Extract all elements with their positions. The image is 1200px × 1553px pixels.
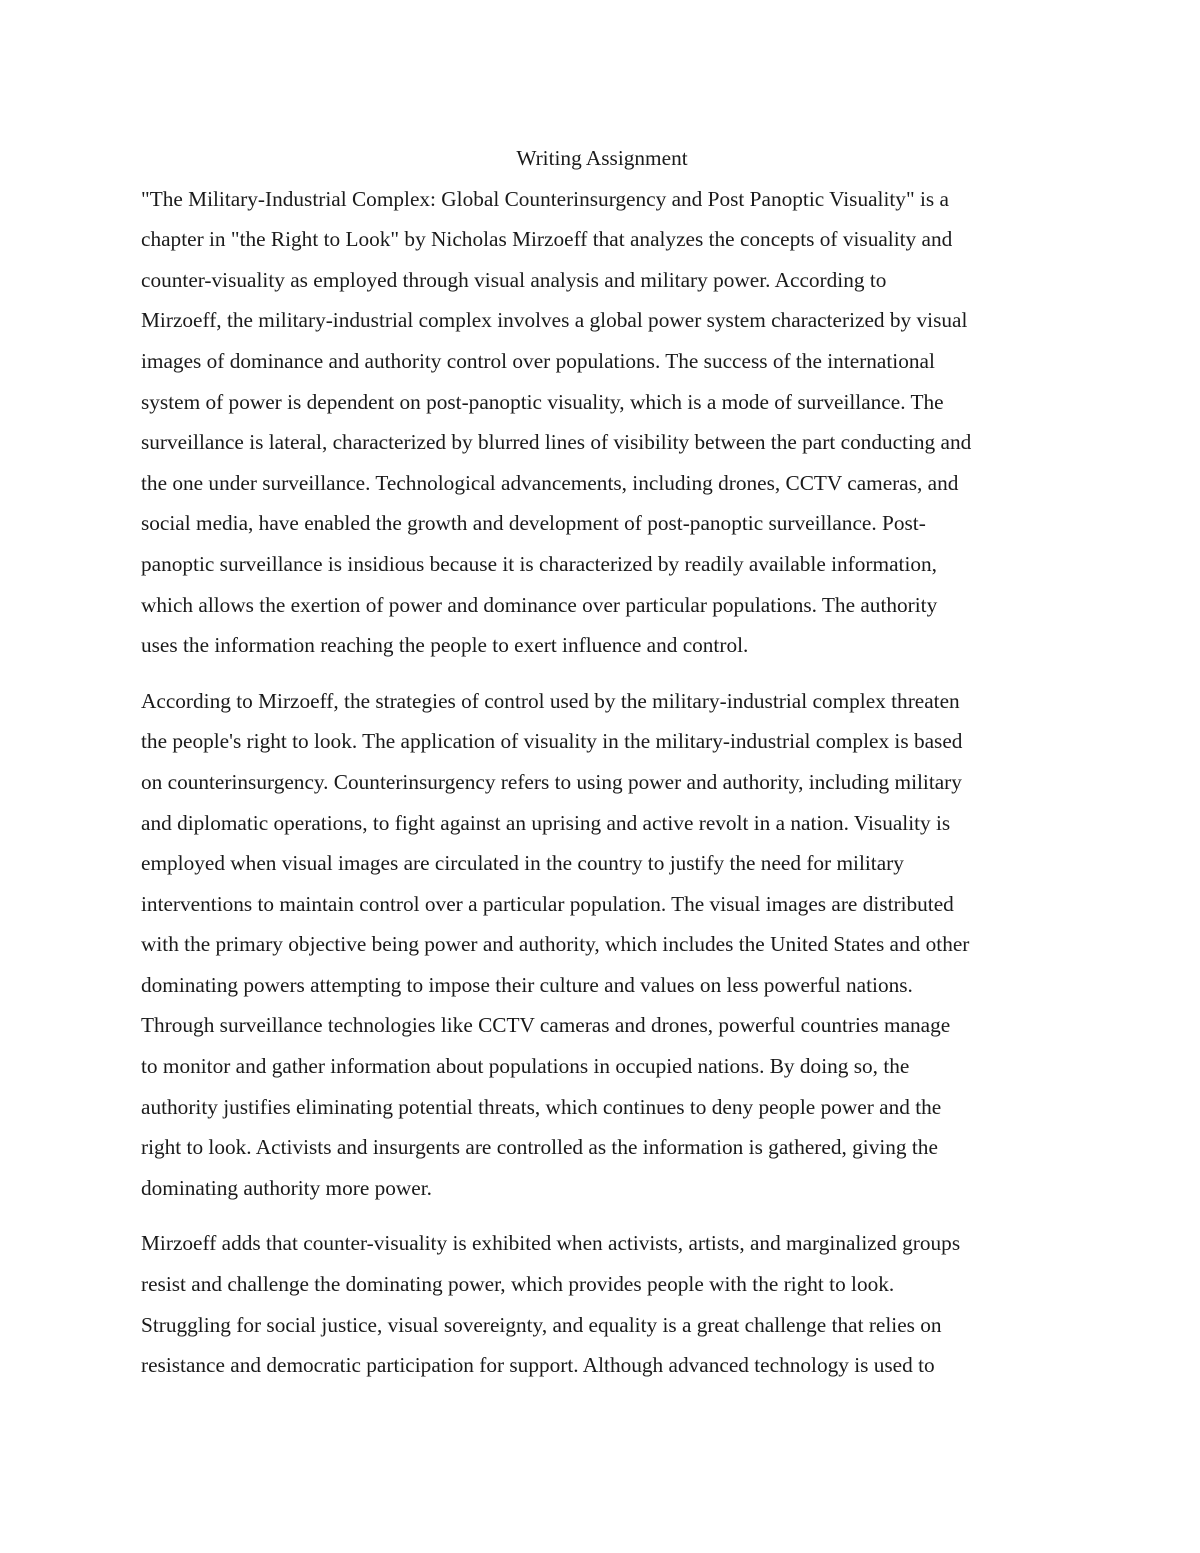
text-line: on counterinsurgency. Counterinsurgency refers to using power and authority, including military	[141, 769, 962, 794]
text-line: counter-visuality as employed through visual analysis and military power. According to	[141, 267, 887, 292]
document-body	[141, 138, 1063, 1386]
text-line: "The Military-Industrial Complex: Global Counterinsurgency and Post Panoptic Visuality" is a	[141, 186, 949, 211]
paragraph-2	[141, 681, 1063, 1209]
text-line: interventions to maintain control over a particular population. The visual images are distributed	[141, 891, 954, 916]
text-line: resist and challenge the dominating power, which provides people with the right to look.	[141, 1272, 895, 1297]
paragraph-1	[141, 179, 1063, 666]
document-title: Writing Assignment	[516, 146, 688, 170]
text-line: uses the information reaching the people to exert influence and control.	[141, 633, 749, 658]
text-line: with the primary objective being power and authority, which includes the United States and other	[141, 932, 970, 957]
text-line: authority justifies eliminating potential threats, which continues to deny people power and the	[141, 1094, 942, 1119]
text-line: Mirzoeff, the military-industrial complex involves a global power system characterized by visual	[141, 308, 968, 333]
text-line: Mirzoeff adds that counter-visuality is exhibited when activists, artists, and marginalized groups	[141, 1231, 961, 1256]
text-line: dominating powers attempting to impose their culture and values on less powerful nations.	[141, 972, 913, 997]
paragraph-3	[141, 1223, 1063, 1385]
text-line: dominating authority more power.	[141, 1175, 433, 1200]
text-line: social media, have enabled the growth and development of post-panoptic surveillance. Post-	[141, 511, 926, 536]
text-line: which allows the exertion of power and dominance over particular populations. The authority	[141, 592, 938, 617]
text-line: surveillance is lateral, characterized by blurred lines of visibility between the part conducting and	[141, 430, 972, 455]
text-line: Struggling for social justice, visual sovereignty, and equality is a great challenge that relies on	[141, 1312, 942, 1337]
text-line: to monitor and gather information about populations in occupied nations. By doing so, the	[141, 1054, 910, 1079]
text-line: chapter in "the Right to Look" by Nicholas Mirzoeff that analyzes the concepts of visuality and	[141, 227, 953, 252]
text-line: and diplomatic operations, to fight against an uprising and active revolt in a nation. Visuality is	[141, 810, 951, 835]
text-line: the one under surveillance. Technological advancements, including drones, CCTV cameras, and	[141, 470, 959, 495]
text-line: system of power is dependent on post-panoptic visuality, which is a mode of surveillance. The	[141, 389, 944, 414]
text-line: According to Mirzoeff, the strategies of control used by the military-industrial complex threaten	[141, 688, 960, 713]
text-line: Through surveillance technologies like CCTV cameras and drones, powerful countries manage	[141, 1013, 951, 1038]
text-line: images of dominance and authority control over populations. The success of the international	[141, 348, 935, 373]
text-line: employed when visual images are circulated in the country to justify the need for military	[141, 851, 904, 876]
text-line: right to look. Activists and insurgents are controlled as the information is gathered, giving the	[141, 1135, 938, 1160]
text-line: the people's right to look. The application of visuality in the military-industrial complex is based	[141, 729, 963, 754]
text-line: panoptic surveillance is insidious because it is characterized by readily available information,	[141, 551, 937, 576]
text-line: resistance and democratic participation for support. Although advanced technology is used to	[141, 1353, 935, 1378]
